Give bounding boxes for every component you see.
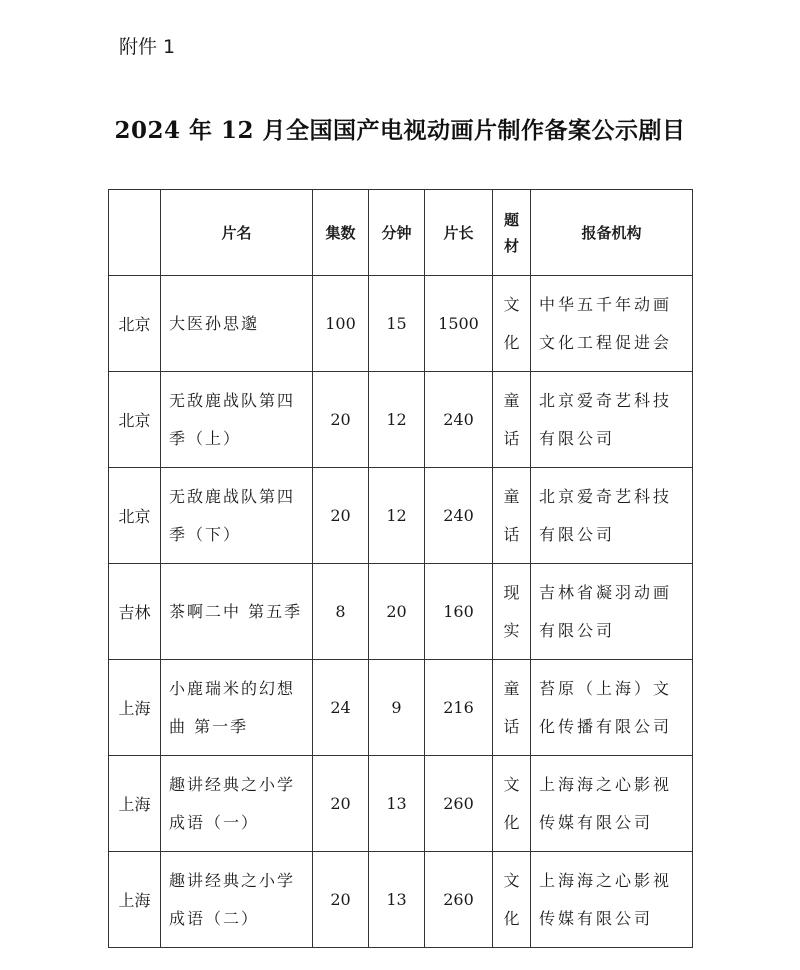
cell-genre [493,276,531,372]
cell-region: 北京 [109,372,161,468]
cell-episodes: 20 [313,468,369,564]
cell-region: 吉林 [109,564,161,660]
cell-genre [493,372,531,468]
header-length: 片长 [425,190,493,276]
table-row [109,660,693,756]
table-header-row [109,190,693,276]
cell-minutes: 13 [369,756,425,852]
cell-org: 吉林省凝羽动画有限公司 [531,564,693,660]
header-genre-text: 题材 [503,210,519,255]
cell-genre [493,756,531,852]
cell-org: 中华五千年动画文化工程促进会 [531,276,693,372]
table-row [109,756,693,852]
cell-name: 无敌鹿战队第四季（上） [161,372,313,468]
cell-length: 240 [425,372,493,468]
document-title: 2024 年 12 月全国国产电视动画片制作备案公示剧目 [114,117,686,144]
cell-episodes: 20 [313,756,369,852]
cell-minutes: 15 [369,276,425,372]
cell-genre [493,564,531,660]
table-row [109,276,693,372]
cell-genre-text: 文化 [503,870,520,928]
attachment-label: 附件 1 [119,36,176,58]
cell-org: 上海海之心影视传媒有限公司 [531,756,693,852]
table-row [109,852,693,948]
cell-name: 大医孙思邈 [161,276,313,372]
cell-region: 上海 [109,756,161,852]
cell-name: 趣讲经典之小学成语（一） [161,756,313,852]
cell-length: 1500 [425,276,493,372]
table-row [109,372,693,468]
header-genre [493,190,531,276]
cell-length: 260 [425,756,493,852]
cell-org: 北京爱奇艺科技有限公司 [531,468,693,564]
table-body [109,276,693,948]
table-row [109,564,693,660]
cell-episodes: 100 [313,276,369,372]
header-minutes: 分钟 [369,190,425,276]
cell-genre-text: 童话 [503,390,520,448]
cell-genre [493,852,531,948]
filings-table [108,189,693,948]
cell-genre [493,468,531,564]
cell-name: 小鹿瑞米的幻想曲 第一季 [161,660,313,756]
cell-minutes: 12 [369,468,425,564]
header-name: 片名 [161,190,313,276]
cell-genre-text: 童话 [503,486,520,544]
cell-region: 北京 [109,276,161,372]
header-org: 报备机构 [531,190,693,276]
cell-genre [493,660,531,756]
cell-length: 260 [425,852,493,948]
cell-episodes: 20 [313,372,369,468]
header-region [109,190,161,276]
cell-genre-text: 童话 [503,678,520,736]
header-episodes: 集数 [313,190,369,276]
cell-genre-text: 现实 [503,582,520,640]
cell-genre-text: 文化 [503,774,520,832]
cell-name: 无敌鹿战队第四季（下） [161,468,313,564]
cell-region: 上海 [109,852,161,948]
cell-episodes: 24 [313,660,369,756]
cell-region: 北京 [109,468,161,564]
cell-org: 北京爱奇艺科技有限公司 [531,372,693,468]
cell-org: 上海海之心影视传媒有限公司 [531,852,693,948]
cell-episodes: 8 [313,564,369,660]
cell-name: 趣讲经典之小学成语（二） [161,852,313,948]
table-row [109,468,693,564]
cell-length: 160 [425,564,493,660]
cell-minutes: 9 [369,660,425,756]
cell-region: 上海 [109,660,161,756]
cell-org: 苔原（上海）文化传播有限公司 [531,660,693,756]
cell-minutes: 12 [369,372,425,468]
cell-name: 茶啊二中 第五季 [161,564,313,660]
cell-length: 240 [425,468,493,564]
cell-length: 216 [425,660,493,756]
cell-minutes: 13 [369,852,425,948]
cell-episodes: 20 [313,852,369,948]
cell-minutes: 20 [369,564,425,660]
cell-genre-text: 文化 [503,294,520,352]
